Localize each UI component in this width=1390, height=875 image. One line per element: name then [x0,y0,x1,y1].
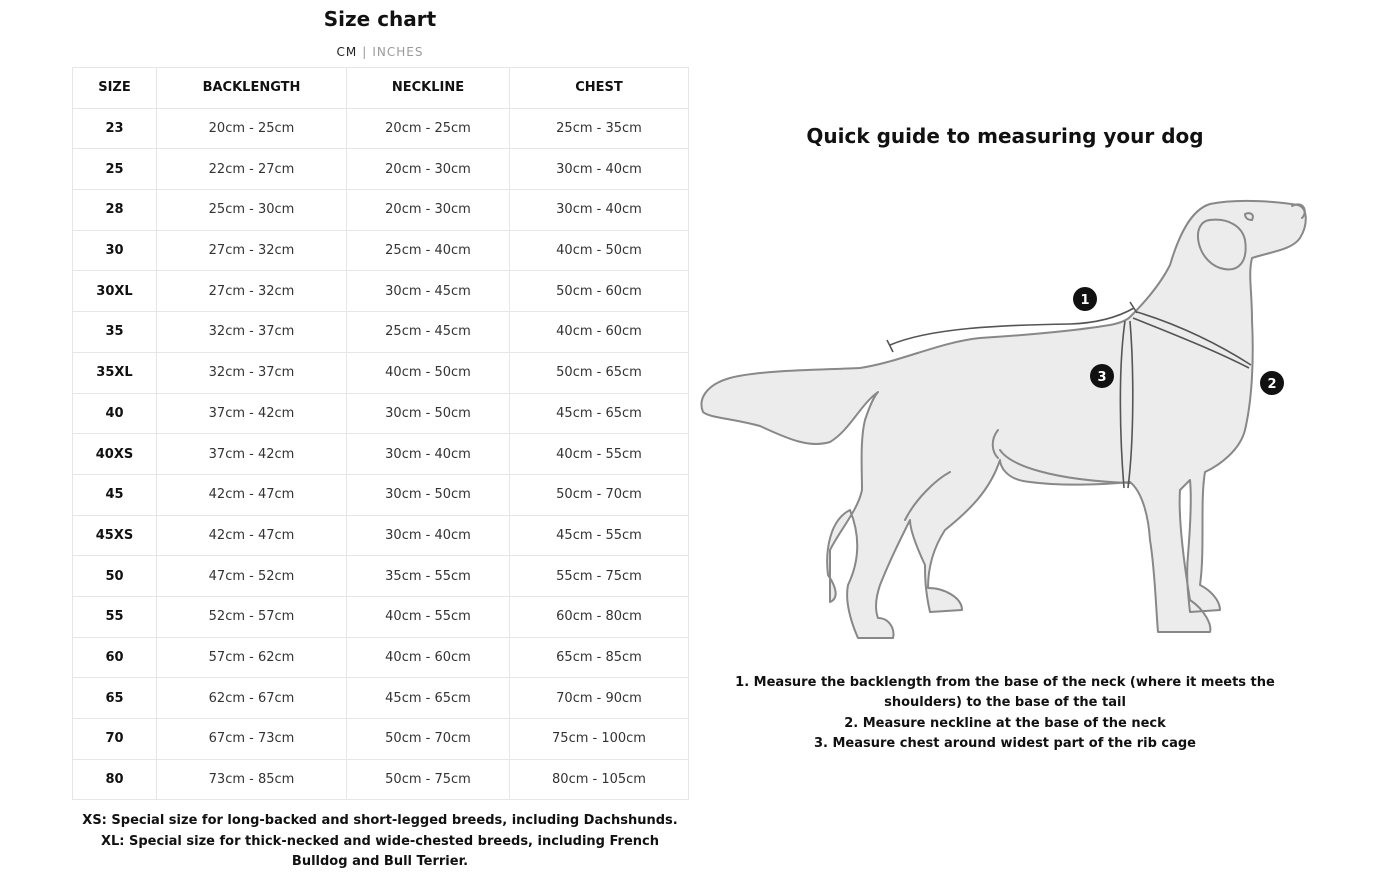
backlength-cell: 57cm - 62cm [157,637,347,678]
size-cell: 45XS [73,515,157,556]
neckline-cell: 30cm - 50cm [347,393,510,434]
instruction-neckline: 2. Measure neckline at the base of the neck [844,715,1166,731]
backlength-cell: 62cm - 67cm [157,678,347,719]
size-cell: 25 [73,149,157,190]
note-xs: XS: Special size for long-backed and short-legged breeds, including Dachshunds. [82,813,678,828]
table-row [73,719,689,760]
table-row [73,596,689,637]
chest-cell: 50cm - 70cm [510,474,689,515]
size-chart-panel [72,0,688,800]
chest-cell: 60cm - 80cm [510,596,689,637]
table-row [73,434,689,475]
size-chart-title: Size chart [323,7,437,31]
backlength-cell: 37cm - 42cm [157,434,347,475]
chest-cell: 45cm - 55cm [510,515,689,556]
chest-cell: 65cm - 85cm [510,637,689,678]
size-cell: 35XL [73,352,157,393]
neckline-cell: 30cm - 40cm [347,515,510,556]
neckline-cell: 20cm - 30cm [347,190,510,231]
backlength-cell: 27cm - 32cm [157,271,347,312]
table-row [73,678,689,719]
neckline-cell: 20cm - 25cm [347,108,510,149]
size-cell: 40 [73,393,157,434]
column-header-neckline: NECKLINE [347,68,510,109]
size-cell: 70 [73,719,157,760]
size-table-body [73,108,689,800]
note-xl: XL: Special size for thick-necked and wide-chested breeds, including French Bulldog and Bull Terrier. [100,833,659,869]
size-cell: 55 [73,596,157,637]
chest-cell: 55cm - 75cm [510,556,689,597]
size-cell: 65 [73,678,157,719]
size-table [72,67,689,800]
unit-separator: | [362,45,368,59]
size-cell: 35 [73,312,157,353]
backlength-cell: 27cm - 32cm [157,230,347,271]
backlength-cell: 42cm - 47cm [157,515,347,556]
size-cell: 50 [73,556,157,597]
backlength-cell: 47cm - 52cm [157,556,347,597]
size-cell: 45 [73,474,157,515]
backlength-cell: 37cm - 42cm [157,393,347,434]
column-header-backlength: BACKLENGTH [157,68,347,109]
table-row [73,637,689,678]
backlength-cell: 67cm - 73cm [157,719,347,760]
backlength-cell: 42cm - 47cm [157,474,347,515]
backlength-cell: 32cm - 37cm [157,352,347,393]
unit-cm-option[interactable]: CM [336,45,358,59]
table-header-row [73,68,689,109]
neckline-cell: 30cm - 45cm [347,271,510,312]
table-row [73,515,689,556]
table-row [73,556,689,597]
unit-toggle [72,44,688,60]
neckline-cell: 30cm - 50cm [347,474,510,515]
table-row [73,108,689,149]
column-header-chest: CHEST [510,68,689,109]
chest-cell: 30cm - 40cm [510,190,689,231]
table-row [73,271,689,312]
chest-cell: 50cm - 60cm [510,271,689,312]
chest-cell: 30cm - 40cm [510,149,689,190]
neckline-cell: 40cm - 55cm [347,596,510,637]
chest-cell: 45cm - 65cm [510,393,689,434]
chest-cell: 70cm - 90cm [510,678,689,719]
chest-cell: 25cm - 35cm [510,108,689,149]
size-cell: 80 [73,759,157,800]
svg-text:3: 3 [1097,370,1107,385]
neckline-cell: 35cm - 55cm [347,556,510,597]
table-row [73,149,689,190]
neckline-cell: 20cm - 30cm [347,149,510,190]
table-row [73,393,689,434]
neckline-cell: 50cm - 75cm [347,759,510,800]
svg-text:2: 2 [1267,377,1277,392]
chest-cell: 80cm - 105cm [510,759,689,800]
column-header-size: SIZE [73,68,157,109]
neckline-cell: 30cm - 40cm [347,434,510,475]
neckline-cell: 25cm - 40cm [347,230,510,271]
size-cell: 23 [73,108,157,149]
table-row [73,190,689,231]
instruction-backlength: 1. Measure the backlength from the base of the neck (where it meets the shoulders) to the base of the tail [735,675,1275,711]
table-row [73,474,689,515]
unit-inches-option[interactable]: INCHES [372,45,424,59]
table-row [73,230,689,271]
size-cell: 40XS [73,434,157,475]
backlength-cell: 25cm - 30cm [157,190,347,231]
table-row [73,312,689,353]
chest-cell: 50cm - 65cm [510,352,689,393]
size-cell: 28 [73,190,157,231]
instruction-chest: 3. Measure chest around widest part of the rib cage [813,735,1196,751]
size-cell: 30XL [73,271,157,312]
size-cell: 60 [73,637,157,678]
marker-2-icon [1260,371,1284,395]
marker-1-icon [1073,287,1097,311]
neckline-cell: 45cm - 65cm [347,678,510,719]
size-cell: 30 [73,230,157,271]
dog-measurement-illustration [700,190,1320,650]
chest-cell: 75cm - 100cm [510,719,689,760]
backlength-cell: 20cm - 25cm [157,108,347,149]
backlength-cell: 22cm - 27cm [157,149,347,190]
neckline-cell: 40cm - 60cm [347,637,510,678]
chest-cell: 40cm - 55cm [510,434,689,475]
svg-text:1: 1 [1080,293,1090,308]
backlength-cell: 73cm - 85cm [157,759,347,800]
table-row [73,352,689,393]
guide-title: Quick guide to measuring your dog [806,124,1204,148]
backlength-cell: 32cm - 37cm [157,312,347,353]
neckline-cell: 40cm - 50cm [347,352,510,393]
size-notes [72,811,688,873]
neckline-cell: 25cm - 45cm [347,312,510,353]
chest-cell: 40cm - 50cm [510,230,689,271]
dog-silhouette [701,201,1305,638]
measuring-instructions [705,673,1305,754]
marker-3-icon [1090,364,1114,388]
neckline-cell: 50cm - 70cm [347,719,510,760]
table-row [73,759,689,800]
backlength-cell: 52cm - 57cm [157,596,347,637]
chest-cell: 40cm - 60cm [510,312,689,353]
